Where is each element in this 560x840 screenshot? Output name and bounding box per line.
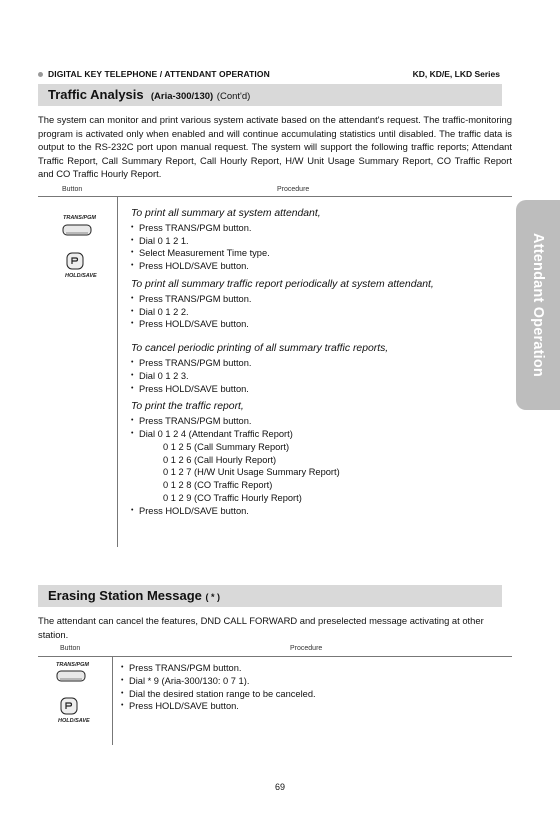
procedure-substep: 0 1 2 6 (Call Hourly Report) [163, 454, 277, 465]
procedure-step: • Press TRANS/PGM button. [131, 415, 501, 428]
erasing-suffix: ( * ) [205, 592, 221, 602]
section-title [48, 588, 220, 603]
procedure-step: • Dial * 9 (Aria-300/130: 0 7 1). [121, 675, 501, 688]
trans-pgm-button-icon [56, 670, 86, 682]
hold-save-label: HOLD/SAVE [58, 718, 90, 724]
procedure-step: • Dial 0 1 2 4 (Attendant Traffic Report) [131, 428, 501, 441]
procedure-step: • Press HOLD/SAVE button. [131, 260, 501, 273]
table-divider [112, 657, 113, 745]
procedure-substep: 0 1 2 5 (Call Summary Report) [163, 441, 290, 452]
erasing-procedure [121, 662, 501, 713]
column-header-button: Button [62, 186, 83, 193]
procedure-heading: To print all summary at system attendant, [131, 208, 321, 219]
procedure-step: • Dial the desired station range to be canceled. [121, 688, 501, 701]
trans-pgm-button-icon [62, 224, 92, 236]
procedure-step: • Press HOLD/SAVE button. [131, 383, 501, 396]
traffic-title: Traffic Analysis [48, 87, 144, 102]
procedure-step: • Dial 0 1 2 3. [131, 370, 501, 383]
model-label: (Aria-300/130) [150, 91, 214, 102]
traffic-intro: The system can monitor and print various system activate based on the attendant's request. The traffic-monitoring program is activated only when enabled and will continue accumulating statistics until disabled. The traffic data is output to the RS-232C port upon manual request. The system will support the following traffic reports; Attendant Traffic Report, Call Summary Report, Call Hourly Report, H/W Unit Usage Summary Report, CO Traffic Report and CO Traffic Hourly Report. [38, 114, 512, 180]
procedure-step: • Press TRANS/PGM button. [131, 222, 501, 235]
erasing-heading-bar [38, 585, 502, 607]
section-title [48, 87, 250, 102]
page-number: 69 [274, 782, 285, 792]
procedure-step: • Dial 0 1 2 2. [131, 306, 501, 319]
hold-save-label: HOLD/SAVE [65, 273, 97, 279]
procedure-substep: 0 1 2 9 (CO Traffic Hourly Report) [163, 492, 302, 503]
procedure-step: • Press TRANS/PGM button. [131, 357, 501, 370]
table-top-rule [38, 656, 512, 657]
column-header-procedure: Procedure [277, 186, 310, 193]
bullet-dot-icon [38, 72, 43, 77]
hold-save-button-icon [66, 252, 84, 270]
procedure-heading: To cancel periodic printing of all summary traffic reports, [131, 343, 389, 355]
header-title: DIGITAL KEY TELEPHONE / ATTENDANT OPERATION [48, 69, 270, 79]
running-header [38, 69, 270, 79]
series-label: KD, KD/E, LKD Series [412, 69, 500, 79]
procedure-step: • Press TRANS/PGM button. [121, 662, 501, 675]
procedure-step: • Select Measurement Time type. [131, 247, 501, 260]
erasing-title: Erasing Station Message [48, 588, 202, 603]
table-divider [117, 197, 118, 547]
procedure-substep: 0 1 2 7 (H/W Unit Usage Summary Report) [163, 467, 340, 478]
column-header-button: Button [60, 645, 81, 652]
procedure-step: • Dial 0 1 2 1. [131, 235, 501, 248]
traffic-procedure [131, 208, 501, 518]
procedure-substep: 0 1 2 8 (CO Traffic Report) [163, 480, 273, 491]
procedure-step: • Press TRANS/PGM button. [131, 293, 501, 306]
procedure-step: • Press HOLD/SAVE button. [121, 700, 501, 713]
procedure-step: • Press HOLD/SAVE button. [131, 318, 501, 331]
hold-save-button-icon [60, 697, 78, 715]
erasing-intro: The attendant can cancel the features, DND CALL FORWARD and preselected message activating at other station. [38, 615, 484, 640]
contd-label: (Cont'd) [216, 91, 251, 102]
procedure-heading: To print all summary traffic report periodically at system attendant, [131, 278, 434, 290]
column-header-procedure: Procedure [290, 645, 323, 652]
section-side-tab[interactable] [516, 200, 560, 410]
side-tab-label: Attendant Operation [530, 233, 546, 377]
trans-pgm-label: TRANS/PGM [56, 662, 89, 668]
procedure-heading: To print the traffic report, [131, 401, 244, 413]
procedure-step: • Press HOLD/SAVE button. [131, 505, 501, 518]
trans-pgm-label: TRANS/PGM [63, 215, 96, 221]
table-top-rule [38, 196, 512, 197]
traffic-analysis-heading-bar [38, 84, 502, 106]
